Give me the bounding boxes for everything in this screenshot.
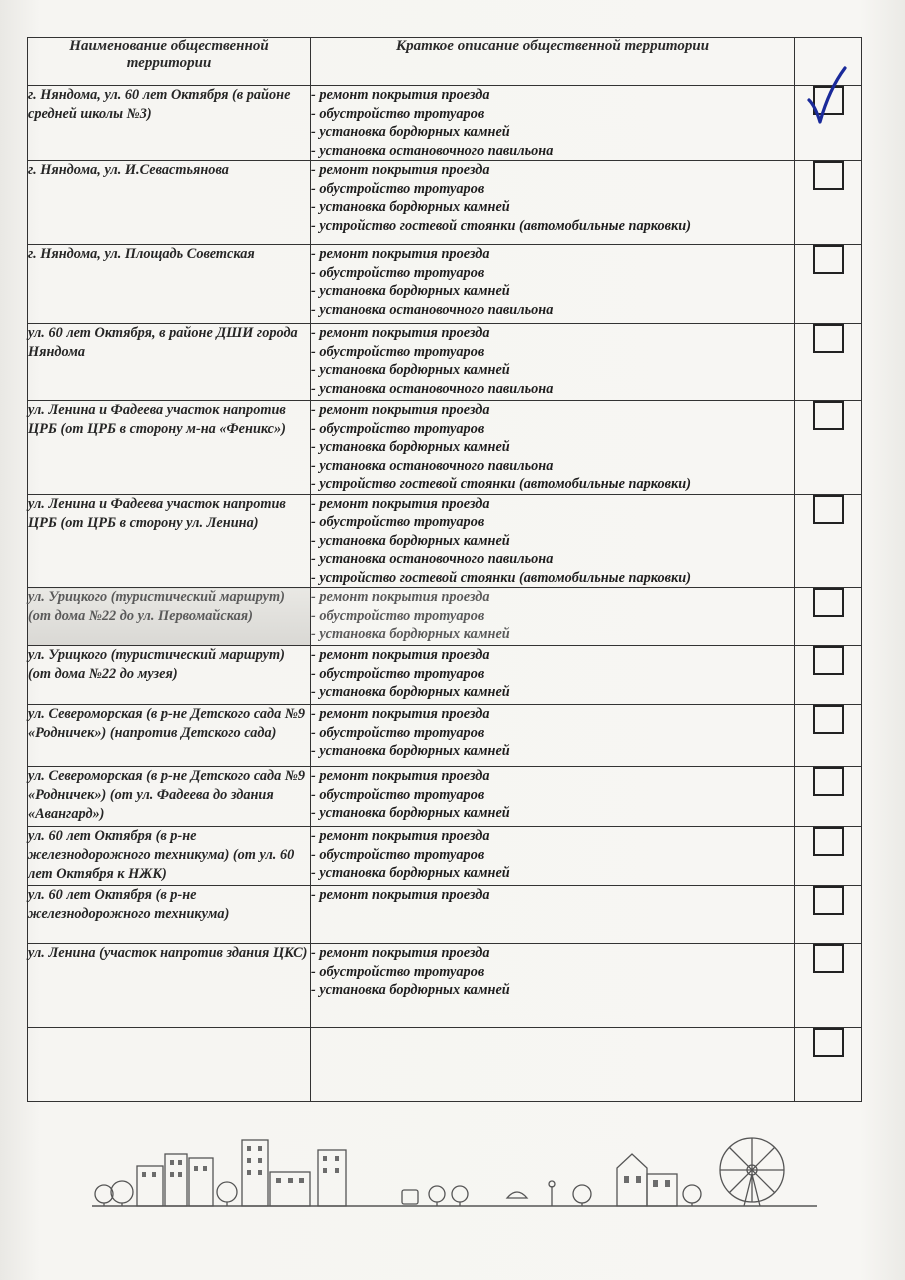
work-item: - установка бордюрных камней bbox=[311, 532, 510, 549]
vote-cell bbox=[795, 245, 862, 324]
work-item: - установка бордюрных камней bbox=[311, 439, 510, 455]
vote-checkbox[interactable] bbox=[813, 588, 844, 617]
work-item: - обустройство тротуаров bbox=[311, 846, 485, 863]
territory-description bbox=[311, 86, 795, 161]
checkmark-icon bbox=[805, 64, 849, 126]
territory-description bbox=[311, 705, 795, 767]
vote-cell bbox=[795, 86, 862, 161]
table-row bbox=[28, 401, 862, 495]
vote-cell bbox=[795, 886, 862, 944]
territory-description bbox=[311, 494, 795, 588]
work-item: - установка бордюрных камней bbox=[311, 199, 510, 215]
work-item: - обустройство тротуаров bbox=[311, 607, 485, 624]
territory-name: ул. 60 лет Октября, в районе ДШИ города Няндома bbox=[28, 324, 311, 401]
header-territory-name: Наименование общественной территории bbox=[28, 38, 311, 86]
territory-name: ул. 60 лет Октября (в р-не железнодорожного техникума) (от ул. 60 лет Октября к НЖК) bbox=[28, 827, 311, 886]
territory-name: г. Няндома, ул. 60 лет Октября (в районе средней школы №3) bbox=[28, 86, 311, 161]
work-item: - установка бордюрных камней bbox=[311, 124, 510, 140]
vote-checkbox[interactable] bbox=[813, 767, 844, 796]
territory-name: г. Няндома, ул. И.Севастьянова bbox=[28, 161, 311, 245]
territory-description bbox=[311, 646, 795, 705]
table-row bbox=[28, 245, 862, 324]
ballot-table bbox=[27, 37, 862, 1102]
work-item: - ремонт покрытия проезда bbox=[311, 402, 490, 418]
work-item: - ремонт покрытия проезда bbox=[311, 495, 490, 512]
work-item: - установка бордюрных камней bbox=[311, 805, 510, 821]
territory-description bbox=[311, 588, 795, 646]
work-item: - установка остановочного павильона bbox=[311, 380, 554, 397]
vote-cell bbox=[795, 324, 862, 401]
vote-checkbox[interactable] bbox=[813, 161, 844, 190]
table-row bbox=[28, 324, 862, 401]
table-row bbox=[28, 494, 862, 588]
vote-cell bbox=[795, 401, 862, 495]
work-item: - установка остановочного павильона bbox=[311, 457, 554, 474]
table-row bbox=[28, 1028, 862, 1102]
territory-description bbox=[311, 767, 795, 827]
work-item: - ремонт покрытия проезда bbox=[311, 945, 490, 961]
work-item: - ремонт покрытия проезда bbox=[311, 162, 490, 178]
work-item: - установка бордюрных камней bbox=[311, 982, 510, 998]
territory-description bbox=[311, 324, 795, 401]
work-item: - ремонт покрытия проезда bbox=[311, 647, 490, 663]
territory-description bbox=[311, 401, 795, 495]
work-item: - обустройство тротуаров bbox=[311, 264, 485, 281]
work-item: - обустройство тротуаров bbox=[311, 420, 485, 437]
city-skyline-illustration bbox=[92, 1128, 817, 1208]
work-item: - ремонт покрытия проезда bbox=[311, 887, 490, 903]
territory-name: ул. Урицкого (туристический маршрут) (от дома №22 до ул. Первомайская) bbox=[28, 588, 311, 646]
work-item: - обустройство тротуаров bbox=[311, 724, 485, 741]
territory-name: ул. Североморская (в р-не Детского сада №9 «Родничек») (напротив Детского сада) bbox=[28, 705, 311, 767]
table-header-row bbox=[28, 38, 862, 86]
work-item: - ремонт покрытия проезда bbox=[311, 589, 490, 605]
work-item: - установка остановочного павильона bbox=[311, 301, 554, 318]
vote-checkbox[interactable] bbox=[813, 324, 844, 353]
table-row bbox=[28, 588, 862, 646]
territory-name: ул. Ленина и Фадеева участок напротив ЦРБ (от ЦРБ в сторону ул. Ленина) bbox=[28, 494, 311, 588]
vote-checkbox[interactable] bbox=[813, 1028, 844, 1057]
work-item: - обустройство тротуаров bbox=[311, 105, 485, 122]
territory-name: ул. 60 лет Октября (в р-не железнодорожного техникума) bbox=[28, 886, 311, 944]
vote-cell bbox=[795, 944, 862, 1028]
territory-name: ул. Ленина (участок напротив здания ЦКС) bbox=[28, 944, 311, 1028]
work-item: - установка бордюрных камней bbox=[311, 743, 510, 759]
vote-checkbox[interactable] bbox=[813, 646, 844, 675]
work-item: - установка бордюрных камней bbox=[311, 865, 510, 881]
territory-name bbox=[28, 1028, 311, 1102]
work-item: - устройство гостевой стоянки (автомобильные парковки) bbox=[311, 569, 691, 586]
work-item: - ремонт покрытия проезда bbox=[311, 246, 490, 262]
work-item: - ремонт покрытия проезда bbox=[311, 325, 490, 341]
vote-checkbox[interactable] bbox=[813, 827, 844, 856]
work-item: - установка бордюрных камней bbox=[311, 626, 510, 642]
work-item: - установка остановочного павильона bbox=[311, 551, 554, 567]
vote-cell bbox=[795, 705, 862, 767]
territory-name: ул. Ленина и Фадеева участок напротив ЦРБ (от ЦРБ в сторону м-на «Феникс») bbox=[28, 401, 311, 495]
territory-description bbox=[311, 944, 795, 1028]
territory-name: г. Няндома, ул. Площадь Советская bbox=[28, 245, 311, 324]
vote-checkbox[interactable] bbox=[813, 495, 844, 524]
territory-description bbox=[311, 245, 795, 324]
work-item: - ремонт покрытия проезда bbox=[311, 768, 490, 784]
table-row bbox=[28, 161, 862, 245]
work-item: - обустройство тротуаров bbox=[311, 180, 485, 197]
work-item: - обустройство тротуаров bbox=[311, 963, 485, 980]
vote-cell bbox=[795, 827, 862, 886]
territory-name: ул. Урицкого (туристический маршрут) (от дома №22 до музея) bbox=[28, 646, 311, 705]
vote-cell bbox=[795, 588, 862, 646]
table-row bbox=[28, 705, 862, 767]
territory-description bbox=[311, 827, 795, 886]
vote-cell bbox=[795, 1028, 862, 1102]
vote-checkbox[interactable] bbox=[813, 944, 844, 973]
table-row bbox=[28, 827, 862, 886]
table-row bbox=[28, 767, 862, 827]
territory-name: ул. Североморская (в р-не Детского сада №9 «Родничек») (от ул. Фадеева до здания «Авангард») bbox=[28, 767, 311, 827]
header-territory-description: Краткое описание общественной территории bbox=[311, 38, 795, 86]
vote-cell bbox=[795, 767, 862, 827]
work-item: - обустройство тротуаров bbox=[311, 786, 485, 803]
work-item: - обустройство тротуаров bbox=[311, 665, 485, 682]
vote-checkbox[interactable] bbox=[813, 886, 844, 915]
territory-description bbox=[311, 1028, 795, 1102]
table-row bbox=[28, 944, 862, 1028]
work-item: - обустройство тротуаров bbox=[311, 343, 485, 360]
work-item: - устройство гостевой стоянки (автомобильные парковки) bbox=[311, 217, 691, 234]
vote-cell bbox=[795, 646, 862, 705]
territory-description bbox=[311, 886, 795, 944]
work-item: - установка бордюрных камней bbox=[311, 684, 510, 700]
table-row bbox=[28, 886, 862, 944]
table-row bbox=[28, 646, 862, 705]
work-item: - обустройство тротуаров bbox=[311, 514, 485, 530]
vote-checkbox[interactable] bbox=[813, 401, 844, 430]
work-item: - установка остановочного павильона bbox=[311, 142, 554, 159]
work-item: - установка бордюрных камней bbox=[311, 362, 510, 378]
territory-description bbox=[311, 161, 795, 245]
vote-checkbox[interactable] bbox=[813, 245, 844, 274]
work-item: - устройство гостевой стоянки (автомобильные парковки) bbox=[311, 476, 691, 492]
work-item: - ремонт покрытия проезда bbox=[311, 87, 490, 103]
vote-checkbox[interactable] bbox=[813, 705, 844, 734]
table-row bbox=[28, 86, 862, 161]
work-item: - ремонт покрытия проезда bbox=[311, 828, 490, 844]
vote-cell bbox=[795, 161, 862, 245]
vote-cell bbox=[795, 494, 862, 588]
work-item: - ремонт покрытия проезда bbox=[311, 706, 490, 722]
work-item: - установка бордюрных камней bbox=[311, 283, 510, 299]
